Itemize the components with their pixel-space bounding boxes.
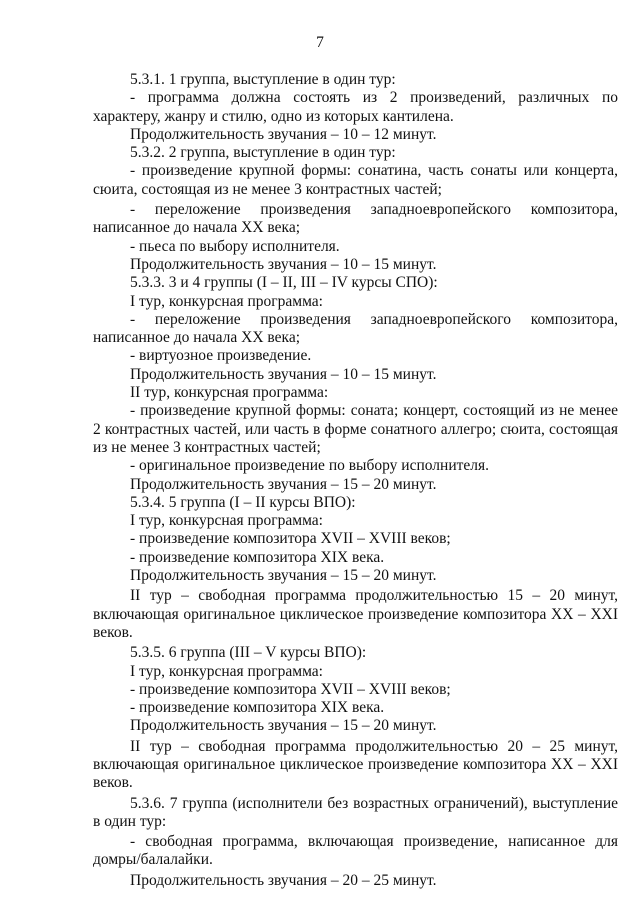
paragraph: I тур, конкурсная программа: [130,292,323,310]
paragraph: 5.3.3. 3 и 4 группы (I – II, III – IV курсы СПО): [130,274,438,292]
paragraph: II тур, конкурсная программа: [130,384,329,402]
paragraph: 5.3.2. 2 группа, выступление в один тур: [130,144,396,162]
paragraph: Продолжительность звучания – 10 – 15 минут. [130,255,437,273]
paragraph: - произведение композитора XIX века. [130,699,385,717]
paragraph: Продолжительность звучания – 15 – 20 минут. [130,717,437,735]
paragraph: Продолжительность звучания – 20 – 25 минут. [130,871,437,889]
paragraph: 5.3.5. 6 группа (III – V курсы ВПО): [130,644,367,662]
paragraph: Продолжительность звучания – 15 – 20 минут. [130,475,437,493]
paragraph: - виртуозное произведение. [130,347,312,365]
paragraph: - произведение композитора XIX века. [130,548,385,566]
paragraph: I тур, конкурсная программа: [130,662,323,680]
paragraph: Продолжительность звучания – 15 – 20 минут. [130,567,437,585]
page-number: 7 [316,34,324,51]
paragraph: Продолжительность звучания – 10 – 12 минут. [130,125,437,143]
paragraph: - переложение произведения западноевропейского композитора, написанное до начала XX века; [93,310,618,347]
paragraph: - программа должна состоять из 2 произведений, различных по характеру, жанру и стилю, одно из которых кантилена. [93,89,618,125]
paragraph: - произведение крупной формы: соната; концерт, состоящий из не менее 2 контрастных частей, или часть в форме сонатного аллегро; сюита, состоящая из не менее 3 контрастных частей; [93,402,618,456]
paragraph: 5.3.1. 1 группа, выступление в один тур: [130,71,396,88]
paragraph: - произведение крупной формы: сонатина, часть сонаты или концерта, сюита, состоящая из не менее 3 контрастных частей; [93,162,618,198]
paragraph: II тур – свободная программа продолжительностью 20 – 25 минут, включающая оригинальное циклическое произведение композитора XX – XXI веков. [93,737,618,792]
paragraph: - свободная программа, включающая произведение, написанное для домры/балалайки. [93,833,618,869]
paragraph: I тур, конкурсная программа: [130,512,323,530]
document-body [0,71,640,890]
paragraph: II тур – свободная программа продолжительностью 15 – 20 минут, включающая оригинальное циклическое произведение композитора XX – XXI веков. [93,587,618,641]
paragraph: - оригинальное произведение по выбору исполнителя. [130,457,490,475]
paragraph: - переложение произведения западноевропейского композитора, написанное до начала XX века; [93,201,618,237]
paragraph: - произведение композитора XVII – XVIII веков; [130,680,451,698]
paragraph: 5.3.4. 5 группа (I – II курсы ВПО): [130,493,356,511]
paragraph: 5.3.6. 7 группа (исполнители без возрастных ограничений), выступление в один тур: [93,794,618,830]
paragraph: Продолжительность звучания – 10 – 15 минут. [130,365,437,383]
paragraph: - произведение композитора XVII – XVIII веков; [130,530,451,548]
paragraph: - пьеса по выбору исполнителя. [130,237,340,255]
